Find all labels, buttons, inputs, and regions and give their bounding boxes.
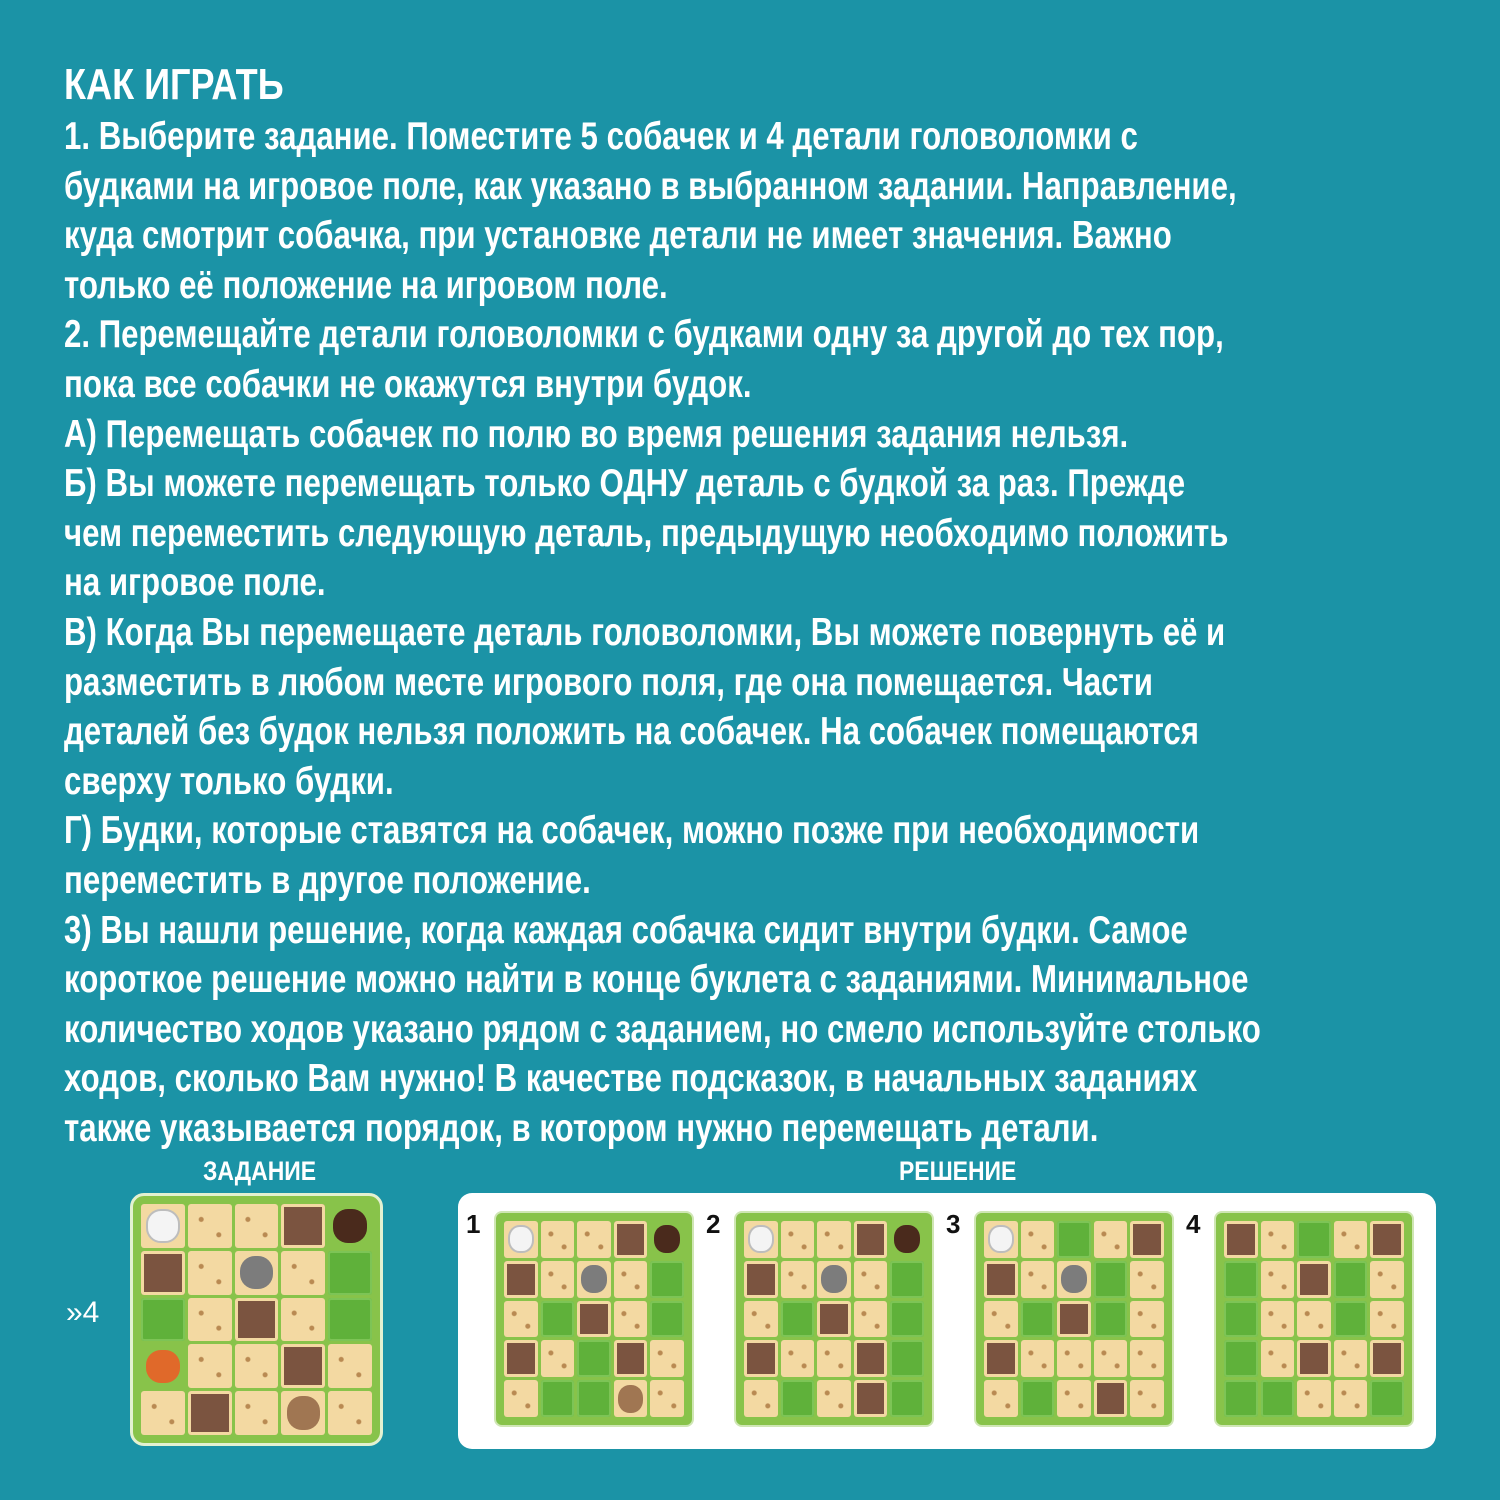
- grass-tile: [1297, 1221, 1331, 1258]
- grass-tile: [650, 1261, 684, 1298]
- dog-dark-brown: [328, 1204, 372, 1248]
- grass-tile: [781, 1301, 815, 1338]
- kennel-tile: [984, 1340, 1018, 1377]
- rule-line-6: пока все собачки не окажутся внутри будок.: [64, 362, 752, 406]
- doghouse-tile: [188, 1298, 232, 1342]
- doghouse-tile: [1130, 1301, 1164, 1338]
- rule-line-20: ходов, сколько Вам нужно! В качестве подсказок, в начальных заданиях: [64, 1057, 1198, 1101]
- doghouse-tile: [1334, 1340, 1368, 1377]
- mini-board-grid: [1224, 1221, 1404, 1417]
- doghouse-tile: [650, 1380, 684, 1417]
- doghouse-tile: [781, 1261, 815, 1298]
- doghouse-tile: [614, 1261, 648, 1298]
- grass-tile: [1224, 1301, 1258, 1338]
- task-caption: ЗАДАНИЕ: [203, 1156, 317, 1186]
- grass-tile: [1334, 1261, 1368, 1298]
- rule-line-11: В) Когда Вы перемещаете деталь головоломки, Вы можете повернуть её и: [64, 610, 1226, 654]
- kennel-tile: [744, 1340, 778, 1377]
- solution-step-2: [708, 1211, 938, 1431]
- kennel-tile: [1297, 1261, 1331, 1298]
- solution-step-4: [1188, 1211, 1418, 1431]
- doghouse-tile: [1094, 1221, 1128, 1258]
- min-moves-label: »4: [66, 1296, 100, 1329]
- rule-line-14: сверху только будки.: [64, 759, 394, 803]
- grass-tile: [890, 1261, 924, 1298]
- doghouse-tile: [1370, 1301, 1404, 1338]
- dog-white: [504, 1221, 538, 1258]
- doghouse-tile: [1261, 1340, 1295, 1377]
- grass-tile: [328, 1251, 372, 1295]
- rule-line-7: А) Перемещать собачек по полю во время решения задания нельзя.: [64, 412, 1129, 456]
- doghouse-tile: [1297, 1301, 1331, 1338]
- doghouse-tile: [1297, 1380, 1331, 1417]
- solution-panel: [458, 1193, 1436, 1449]
- dog-dark-brown: [650, 1221, 684, 1258]
- kennel-tile: [1370, 1340, 1404, 1377]
- rule-line-2: будками на игровое поле, как указано в выбранном задании. Направление,: [64, 164, 1237, 208]
- grass-tile: [1094, 1261, 1128, 1298]
- doghouse-tile: [541, 1221, 575, 1258]
- doghouse-tile: [235, 1391, 279, 1435]
- kennel-tile: [141, 1251, 185, 1295]
- instructions: [64, 58, 1474, 1153]
- doghouse-tile: [328, 1391, 372, 1435]
- kennel-tile: [281, 1344, 325, 1388]
- step-number: 2: [706, 1209, 721, 1239]
- doghouse-tile: [817, 1221, 851, 1258]
- doghouse-tile: [1130, 1261, 1164, 1298]
- doghouse-tile: [984, 1301, 1018, 1338]
- grass-tile: [141, 1298, 185, 1342]
- doghouse-tile: [1261, 1261, 1295, 1298]
- rule-line-4: только её положение на игровом поле.: [64, 263, 668, 307]
- doghouse-tile: [1334, 1221, 1368, 1258]
- doghouse-tile: [188, 1204, 232, 1248]
- grass-tile: [1334, 1301, 1368, 1338]
- step-number: 3: [946, 1209, 961, 1239]
- kennel-tile: [614, 1340, 648, 1377]
- mini-board-grid: [744, 1221, 924, 1417]
- mini-board-grid: [504, 1221, 684, 1417]
- grass-tile: [541, 1380, 575, 1417]
- doghouse-tile: [650, 1340, 684, 1377]
- mini-board: [494, 1211, 694, 1427]
- grass-tile: [781, 1380, 815, 1417]
- rule-line-19: количество ходов указано рядом с заданием, но смело используйте столько: [64, 1007, 1261, 1051]
- doghouse-tile: [188, 1344, 232, 1388]
- mini-board: [974, 1211, 1174, 1427]
- dog-white: [984, 1221, 1018, 1258]
- doghouse-tile: [504, 1301, 538, 1338]
- doghouse-tile: [541, 1340, 575, 1377]
- doghouse-tile: [1261, 1301, 1295, 1338]
- grass-tile: [541, 1301, 575, 1338]
- doghouse-tile: [188, 1251, 232, 1295]
- kennel-tile: [281, 1204, 325, 1248]
- grass-tile: [1224, 1380, 1258, 1417]
- kennel-tile: [1094, 1380, 1128, 1417]
- grass-tile: [890, 1340, 924, 1377]
- doghouse-tile: [781, 1340, 815, 1377]
- dog-white: [141, 1204, 185, 1248]
- solution-caption: РЕШЕНИЕ: [899, 1156, 1017, 1186]
- kennel-tile: [854, 1380, 888, 1417]
- kennel-tile: [504, 1261, 538, 1298]
- grass-tile: [1224, 1340, 1258, 1377]
- doghouse-tile: [1021, 1261, 1055, 1298]
- grass-tile: [1094, 1301, 1128, 1338]
- dog-grey: [817, 1261, 851, 1298]
- grass-tile: [890, 1301, 924, 1338]
- rule-line-3: куда смотрит собачка, при установке детали не имеет значения. Важно: [64, 214, 1172, 258]
- grass-tile: [1057, 1221, 1091, 1258]
- rule-line-15: Г) Будки, которые ставятся на собачек, можно позже при необходимости: [64, 809, 1200, 853]
- rule-line-10: на игровое поле.: [64, 561, 326, 605]
- grass-tile: [1224, 1261, 1258, 1298]
- doghouse-tile: [744, 1301, 778, 1338]
- dog-grey: [577, 1261, 611, 1298]
- doghouse-tile: [614, 1301, 648, 1338]
- rule-line-9: чем переместить следующую деталь, предыдущую необходимо положить: [64, 511, 1229, 555]
- dog-white: [744, 1221, 778, 1258]
- kennel-tile: [984, 1261, 1018, 1298]
- doghouse-tile: [1021, 1221, 1055, 1258]
- grass-tile: [577, 1340, 611, 1377]
- doghouse-tile: [281, 1251, 325, 1295]
- grass-tile: [890, 1380, 924, 1417]
- doghouse-tile: [235, 1344, 279, 1388]
- doghouse-tile: [541, 1261, 575, 1298]
- doghouse-tile: [984, 1380, 1018, 1417]
- kennel-tile: [1057, 1301, 1091, 1338]
- doghouse-tile: [281, 1298, 325, 1342]
- doghouse-tile: [1057, 1340, 1091, 1377]
- kennel-tile: [854, 1340, 888, 1377]
- doghouse-tile: [817, 1380, 851, 1417]
- doghouse-tile: [328, 1344, 372, 1388]
- dog-tan: [281, 1391, 325, 1435]
- doghouse-tile: [1334, 1380, 1368, 1417]
- dog-grey: [235, 1251, 279, 1295]
- dog-orange: [141, 1344, 185, 1388]
- doghouse-tile: [1370, 1261, 1404, 1298]
- rule-line-13: деталей без будок нельзя положить на собачек. На собачек помещаются: [64, 710, 1199, 754]
- grass-tile: [1261, 1380, 1295, 1417]
- dog-grey: [1057, 1261, 1091, 1298]
- kennel-tile: [744, 1261, 778, 1298]
- grass-tile: [1370, 1380, 1404, 1417]
- doghouse-tile: [1057, 1380, 1091, 1417]
- mini-board-grid: [984, 1221, 1164, 1417]
- kennel-tile: [854, 1221, 888, 1258]
- grass-tile: [328, 1298, 372, 1342]
- doghouse-tile: [1261, 1221, 1295, 1258]
- doghouse-tile: [577, 1221, 611, 1258]
- kennel-tile: [235, 1298, 279, 1342]
- kennel-tile: [577, 1301, 611, 1338]
- rule-line-8: Б) Вы можете перемещать только ОДНУ деталь с будкой за раз. Прежде: [64, 462, 1186, 506]
- mini-board: [1214, 1211, 1414, 1427]
- kennel-tile: [1370, 1221, 1404, 1258]
- rule-line-12: разместить в любом месте игрового поля, где она помещается. Части: [64, 660, 1153, 704]
- rule-line-16: переместить в другое положение.: [64, 858, 591, 902]
- solution-step-3: [948, 1211, 1178, 1431]
- dog-dark-brown: [890, 1221, 924, 1258]
- doghouse-tile: [1021, 1340, 1055, 1377]
- dog-tan: [614, 1380, 648, 1417]
- solution-step-1: [468, 1211, 698, 1431]
- page-title: КАК ИГРАТЬ: [64, 60, 284, 109]
- grass-tile: [577, 1380, 611, 1417]
- task-board: [130, 1193, 383, 1446]
- grass-tile: [1021, 1301, 1055, 1338]
- grass-tile: [1021, 1380, 1055, 1417]
- task-board-grid: [141, 1204, 372, 1435]
- doghouse-tile: [141, 1391, 185, 1435]
- doghouse-tile: [854, 1301, 888, 1338]
- mini-board: [734, 1211, 934, 1427]
- doghouse-tile: [504, 1380, 538, 1417]
- rule-line-5: 2. Перемещайте детали головоломки с будками одну за другой до тех пор,: [64, 313, 1224, 357]
- rule-line-21: также указывается порядок, в котором нужно перемещать детали.: [64, 1106, 1099, 1150]
- doghouse-tile: [744, 1380, 778, 1417]
- doghouse-tile: [854, 1261, 888, 1298]
- doghouse-tile: [1094, 1340, 1128, 1377]
- rule-line-1: 1. Выберите задание. Поместите 5 собачек и 4 детали головоломки с: [64, 115, 1138, 158]
- grass-tile: [650, 1301, 684, 1338]
- kennel-tile: [1297, 1340, 1331, 1377]
- rule-line-18: короткое решение можно найти в конце буклета с заданиями. Минимальное: [64, 958, 1249, 1002]
- doghouse-tile: [235, 1204, 279, 1248]
- kennel-tile: [817, 1301, 851, 1338]
- step-number: 4: [1186, 1209, 1201, 1239]
- kennel-tile: [1224, 1221, 1258, 1258]
- step-number: 1: [466, 1209, 481, 1239]
- rule-line-17: 3) Вы нашли решение, когда каждая собачка сидит внутри будки. Самое: [64, 908, 1188, 952]
- kennel-tile: [614, 1221, 648, 1258]
- doghouse-tile: [817, 1340, 851, 1377]
- doghouse-tile: [1130, 1380, 1164, 1417]
- kennel-tile: [188, 1391, 232, 1435]
- kennel-tile: [504, 1340, 538, 1377]
- kennel-tile: [1130, 1221, 1164, 1258]
- doghouse-tile: [1130, 1340, 1164, 1377]
- doghouse-tile: [781, 1221, 815, 1258]
